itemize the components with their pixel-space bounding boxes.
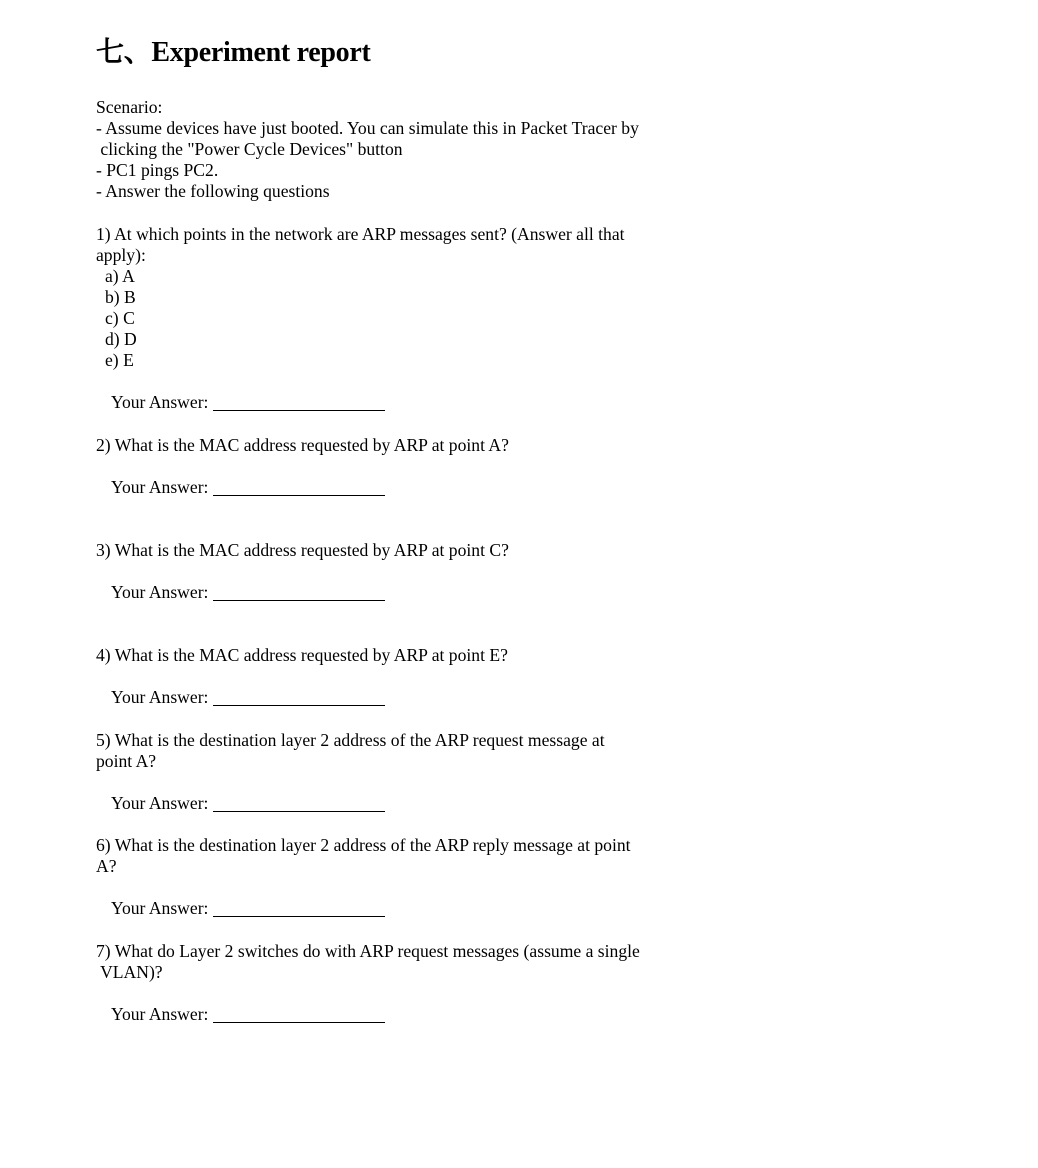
- answer-4: [111, 687, 385, 708]
- question-2: 2) What is the MAC address requested by ARP at point A?: [96, 435, 509, 455]
- answer-blank-5[interactable]: [213, 797, 385, 812]
- answer-2: [111, 477, 385, 498]
- answer-label: Your Answer:: [111, 898, 209, 918]
- scenario-line-2: - PC1 pings PC2.: [96, 160, 219, 180]
- answer-label: Your Answer:: [111, 687, 209, 707]
- option-a: a) A: [105, 266, 135, 286]
- question-3: 3) What is the MAC address requested by ARP at point C?: [96, 540, 509, 560]
- answer-label: Your Answer:: [111, 582, 209, 602]
- question-7-line-2: VLAN)?: [96, 962, 163, 982]
- question-4: 4) What is the MAC address requested by ARP at point E?: [96, 645, 508, 665]
- question-1-line-2: apply):: [96, 245, 146, 265]
- question-6-line-1: 6) What is the destination layer 2 address of the ARP reply message at point: [96, 835, 631, 855]
- question-7-line-1: 7) What do Layer 2 switches do with ARP request messages (assume a single: [96, 941, 640, 961]
- question-5-line-2: point A?: [96, 751, 157, 771]
- option-d: d) D: [105, 329, 137, 349]
- answer-blank-6[interactable]: [213, 902, 385, 917]
- answer-1: [111, 392, 385, 413]
- title-prefix: 七、: [96, 35, 152, 68]
- answer-blank-2[interactable]: [213, 481, 385, 496]
- scenario-line-3: - Answer the following questions: [96, 181, 330, 201]
- question-6-line-2: A?: [96, 856, 117, 876]
- question-5-line-1: 5) What is the destination layer 2 address of the ARP request message at: [96, 730, 605, 750]
- answer-7: [111, 1004, 385, 1025]
- answer-3: [111, 582, 385, 603]
- answer-label: Your Answer:: [111, 1004, 209, 1024]
- answer-label: Your Answer:: [111, 477, 209, 497]
- answer-6: [111, 898, 385, 919]
- scenario-line-1: - Assume devices have just booted. You can simulate this in Packet Tracer by: [96, 118, 639, 138]
- answer-blank-3[interactable]: [213, 586, 385, 601]
- option-b: b) B: [105, 287, 136, 307]
- question-1-line-1: 1) At which points in the network are ARP messages sent? (Answer all that: [96, 224, 625, 244]
- title-text: Experiment report: [151, 37, 371, 68]
- answer-blank-1[interactable]: [213, 396, 385, 411]
- option-e: e) E: [105, 350, 134, 370]
- page-title: [96, 30, 371, 70]
- answer-blank-4[interactable]: [213, 691, 385, 706]
- answer-blank-7[interactable]: [213, 1008, 385, 1023]
- option-c: c) C: [105, 308, 135, 328]
- answer-5: [111, 793, 385, 814]
- answer-label: Your Answer:: [111, 793, 209, 813]
- answer-label: Your Answer:: [111, 392, 209, 412]
- scenario-heading: Scenario:: [96, 97, 163, 117]
- scenario-line-1b: clicking the "Power Cycle Devices" button: [96, 139, 403, 159]
